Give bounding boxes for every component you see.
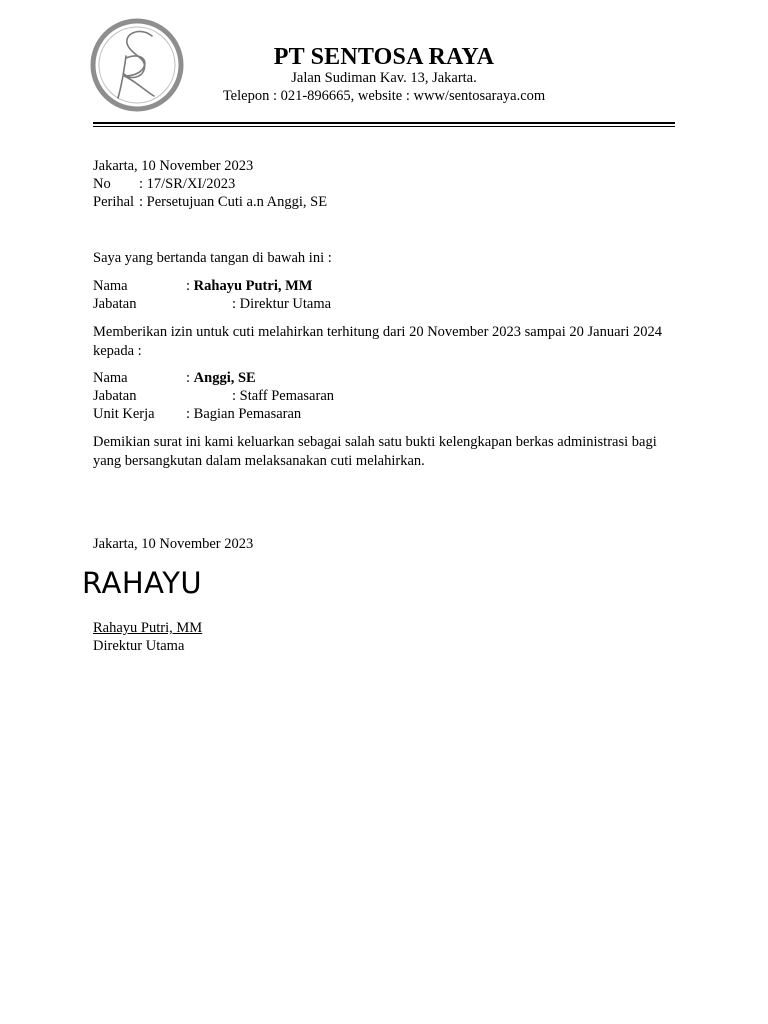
intro-text: Saya yang bertanda tangan di bawah ini : bbox=[93, 250, 332, 266]
employee-position-label: Jabatan bbox=[93, 388, 137, 404]
signatory-title: Direktur Utama bbox=[93, 638, 185, 654]
signature-date: Jakarta, 10 November 2023 bbox=[93, 536, 254, 552]
signatory-name: Rahayu Putri, MM bbox=[93, 620, 203, 636]
letter-date: Jakarta, 10 November 2023 bbox=[93, 158, 254, 174]
signer-name-value: Rahayu Putri, MM bbox=[193, 278, 313, 294]
letter-number-value: : 17/SR/XI/2023 bbox=[139, 176, 236, 192]
signature-mark: RAHAYU bbox=[82, 566, 203, 600]
company-address: Jalan Sudiman Kav. 13, Jakarta. bbox=[291, 70, 477, 86]
signer-name-colon: : bbox=[186, 278, 194, 294]
employee-name-colon: : bbox=[186, 370, 194, 386]
employee-name-label: Nama bbox=[93, 370, 128, 386]
signer-name-label: Nama bbox=[93, 278, 128, 294]
signer-name-field bbox=[186, 277, 312, 295]
permission-paragraph: Memberikan izin untuk cuti melahirkan terhitung dari 20 November 2023 sampai 20 Januari 2024 kepada : bbox=[93, 324, 662, 359]
company-logo bbox=[88, 16, 186, 114]
signer-position-value: : Direktur Utama bbox=[232, 296, 332, 312]
company-contact: Telepon : 021-896665, website : www/sentosaraya.com bbox=[222, 88, 546, 104]
closing-paragraph: Demikian surat ini kami keluarkan sebagai salah satu bukti kelengkapan berkas administrasi bagi yang bersangkutan dalam melaksanakan cuti melahirkan. bbox=[93, 434, 657, 469]
letter-subject-label: Perihal bbox=[93, 194, 135, 210]
employee-position-value: : Staff Pemasaran bbox=[232, 388, 335, 404]
logo-monogram bbox=[186, 16, 187, 17]
company-name: PT SENTOSA RAYA bbox=[273, 44, 495, 70]
logo-seal-icon bbox=[88, 16, 186, 114]
letter-number-label: No bbox=[93, 176, 111, 192]
letter-subject-value: : Persetujuan Cuti a.n Anggi, SE bbox=[139, 194, 328, 210]
letterhead-divider-thin bbox=[93, 126, 675, 127]
signer-position-label: Jabatan bbox=[93, 296, 137, 312]
letterhead-divider-thick bbox=[93, 122, 675, 124]
employee-name-value: Anggi, SE bbox=[193, 370, 256, 386]
employee-unit-value: : Bagian Pemasaran bbox=[186, 406, 302, 422]
employee-unit-label: Unit Kerja bbox=[93, 406, 155, 422]
employee-name-field bbox=[186, 369, 256, 387]
